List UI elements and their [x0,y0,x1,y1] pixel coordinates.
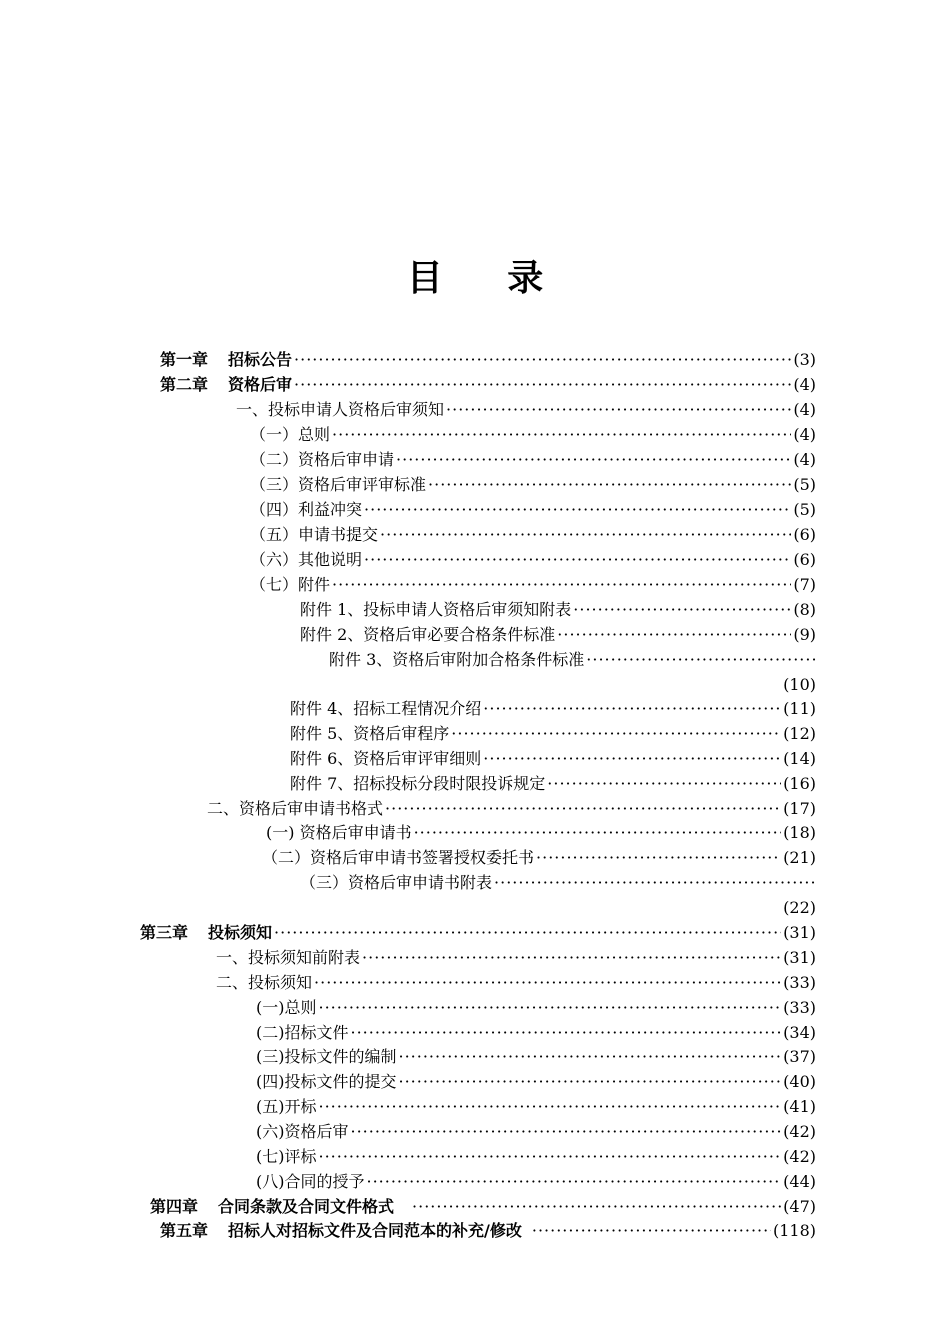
page-number: (4) [793,375,816,394]
page-number: (4) [793,400,816,419]
entry-label: 附件 7、招标投标分段时限投诉规定 [290,774,546,793]
chapter-title: 招标人对招标文件及合同范本的补充/修改 [228,1221,522,1240]
entry-label: （三）资格后审申请书附表 [300,873,493,892]
dot-leader [573,599,791,621]
toc-entry[interactable] [250,449,816,471]
toc-entry[interactable] [290,773,816,795]
dot-leader [319,997,782,1019]
chapter-title: 招标公告 [228,350,293,369]
page-number: (47) [783,1197,816,1216]
dot-leader [399,1046,782,1068]
dot-leader [380,524,791,546]
entry-label: 二、资格后审申请书格式 [207,799,384,818]
toc-entry[interactable] [250,474,816,496]
dot-leader [414,822,782,844]
entry-label: 附件 1、投标申请人资格后审须知附表 [300,600,572,619]
page-number: (6) [793,525,816,544]
dot-leader [547,773,781,795]
page-number: (14) [783,749,816,768]
toc-entry-chapter-5[interactable] [160,1220,816,1242]
dot-leader [332,424,791,446]
page-number: (3) [793,350,816,369]
dot-leader [332,574,791,596]
chapter-title: 资格后审 [228,375,293,394]
chapter-number: 第一章 [160,350,209,369]
page-number: (22) [783,898,816,917]
entry-label: （七）附件 [250,575,331,594]
dot-leader [557,624,791,646]
entry-label: (八)合同的授予 [256,1172,365,1191]
toc-entry[interactable] [300,872,816,894]
toc-entry[interactable] [262,847,816,869]
toc-entry[interactable] [256,1022,816,1044]
dot-leader [536,847,781,869]
page-number: (42) [783,1147,816,1166]
dot-leader [396,449,791,471]
entry-label: (一) 资格后审申请书 [266,823,412,842]
dot-leader [319,1146,782,1168]
toc-entry[interactable] [256,1121,816,1143]
page-number: (21) [783,848,816,867]
page-number: (37) [783,1047,816,1066]
page-number: (44) [783,1172,816,1191]
entry-label: (三)投标文件的编制 [256,1047,397,1066]
entry-label: （六）其他说明 [250,550,363,569]
page-number: (18) [783,823,816,842]
page-number: (31) [783,923,816,942]
toc-entry[interactable] [300,624,816,646]
dot-leader [428,474,791,496]
page-number: (34) [783,1023,816,1042]
page-number: (8) [793,600,816,619]
toc-entry[interactable] [329,649,816,671]
dot-leader [351,1022,782,1044]
dot-leader [483,698,781,720]
entry-label: 二、投标须知 [216,973,313,992]
page-number: (118) [772,1221,816,1240]
dot-leader [274,922,781,944]
dot-leader [364,549,791,571]
entry-label: 一、投标申请人资格后审须知 [236,400,445,419]
dot-leader [314,972,781,994]
page-number: (7) [793,575,816,594]
entry-label: 一、投标须知前附表 [216,948,361,967]
page-number: (33) [783,998,816,1017]
entry-label: (五)开标 [256,1097,317,1116]
chapter-number: 第二章 [160,375,209,394]
toc-entry[interactable] [236,399,816,421]
entry-label: （五）申请书提交 [250,525,379,544]
toc-entry[interactable] [300,599,816,621]
page-title: 目 录 [406,258,570,299]
page-number: (5) [793,475,816,494]
toc-entry-chapter-4[interactable] [150,1196,816,1218]
toc-entry-chapter-2[interactable] [160,374,816,396]
toc-entry[interactable] [290,723,816,745]
dot-leader [586,649,816,671]
toc-entry-chapter-3[interactable] [140,922,816,944]
dot-leader [483,748,781,770]
entry-label: (四)投标文件的提交 [256,1072,397,1091]
dot-leader [362,947,781,969]
chapter-title: 投标须知 [208,923,273,942]
dot-leader [532,1220,771,1242]
dot-leader [451,723,781,745]
entry-label: (七)评标 [256,1147,317,1166]
page-number: (40) [783,1072,816,1091]
entry-label: 附件 5、资格后审程序 [290,724,450,743]
entry-label: （四）利益冲突 [250,500,363,519]
entry-label: (二)招标文件 [256,1023,349,1042]
toc-entry[interactable] [256,1046,816,1068]
toc-entry[interactable] [250,424,816,446]
chapter-number: 第三章 [140,923,189,942]
toc-entry[interactable] [256,1171,816,1193]
page-number: (9) [793,625,816,644]
chapter-number: 第五章 [160,1221,209,1240]
dot-leader [351,1121,782,1143]
page-number: (31) [783,948,816,967]
toc-entry[interactable] [256,1071,816,1093]
chapter-title: 合同条款及合同文件格式 [218,1197,395,1216]
page-number: (17) [783,799,816,818]
page-number: (12) [783,724,816,743]
entry-label: （二）资格后审申请 [250,450,395,469]
dot-leader [294,349,791,371]
dot-leader [446,399,791,421]
toc-entry[interactable] [290,698,816,720]
entry-label: (一)总则 [256,998,317,1017]
toc-entry[interactable] [250,574,816,596]
page-number: (11) [783,699,816,718]
toc-entry[interactable] [250,524,816,546]
entry-label: （二）资格后审申请书签署授权委托书 [262,848,535,867]
entry-label: 附件 6、资格后审评审细则 [290,749,482,768]
page-number: (42) [783,1122,816,1141]
toc-entry[interactable] [256,1096,816,1118]
dot-leader [294,374,791,396]
dot-leader [412,1196,781,1218]
entry-label: 附件 3、资格后审附加合格条件标准 [329,650,585,669]
dot-leader [364,499,791,521]
page-number: (5) [793,500,816,519]
toc-entry[interactable] [216,972,816,994]
toc-entry[interactable] [266,822,816,844]
toc-entry-chapter-1[interactable] [160,349,816,371]
toc-entry[interactable] [207,798,816,820]
dot-leader [399,1071,782,1093]
entry-label: (六)资格后审 [256,1122,349,1141]
page-number: (33) [783,973,816,992]
toc-entry[interactable] [256,1146,816,1168]
entry-label: （三）资格后审评审标准 [250,475,427,494]
page-number: (10) [783,675,816,694]
page-number: (4) [793,425,816,444]
page-number: (41) [783,1097,816,1116]
toc-entry[interactable] [216,947,816,969]
entry-label: （一）总则 [250,425,331,444]
toc-entry[interactable] [250,549,816,571]
entry-label: 附件 2、资格后审必要合格条件标准 [300,625,556,644]
page-number: (16) [783,774,816,793]
dot-leader [385,798,781,820]
toc-entry[interactable] [290,748,816,770]
toc-entry[interactable] [256,997,816,1019]
dot-leader [319,1096,782,1118]
dot-leader [494,872,816,894]
toc-entry[interactable] [250,499,816,521]
page-number: (6) [793,550,816,569]
chapter-number: 第四章 [150,1197,199,1216]
page-number: (4) [793,450,816,469]
entry-label: 附件 4、招标工程情况介绍 [290,699,482,718]
dot-leader [367,1171,782,1193]
